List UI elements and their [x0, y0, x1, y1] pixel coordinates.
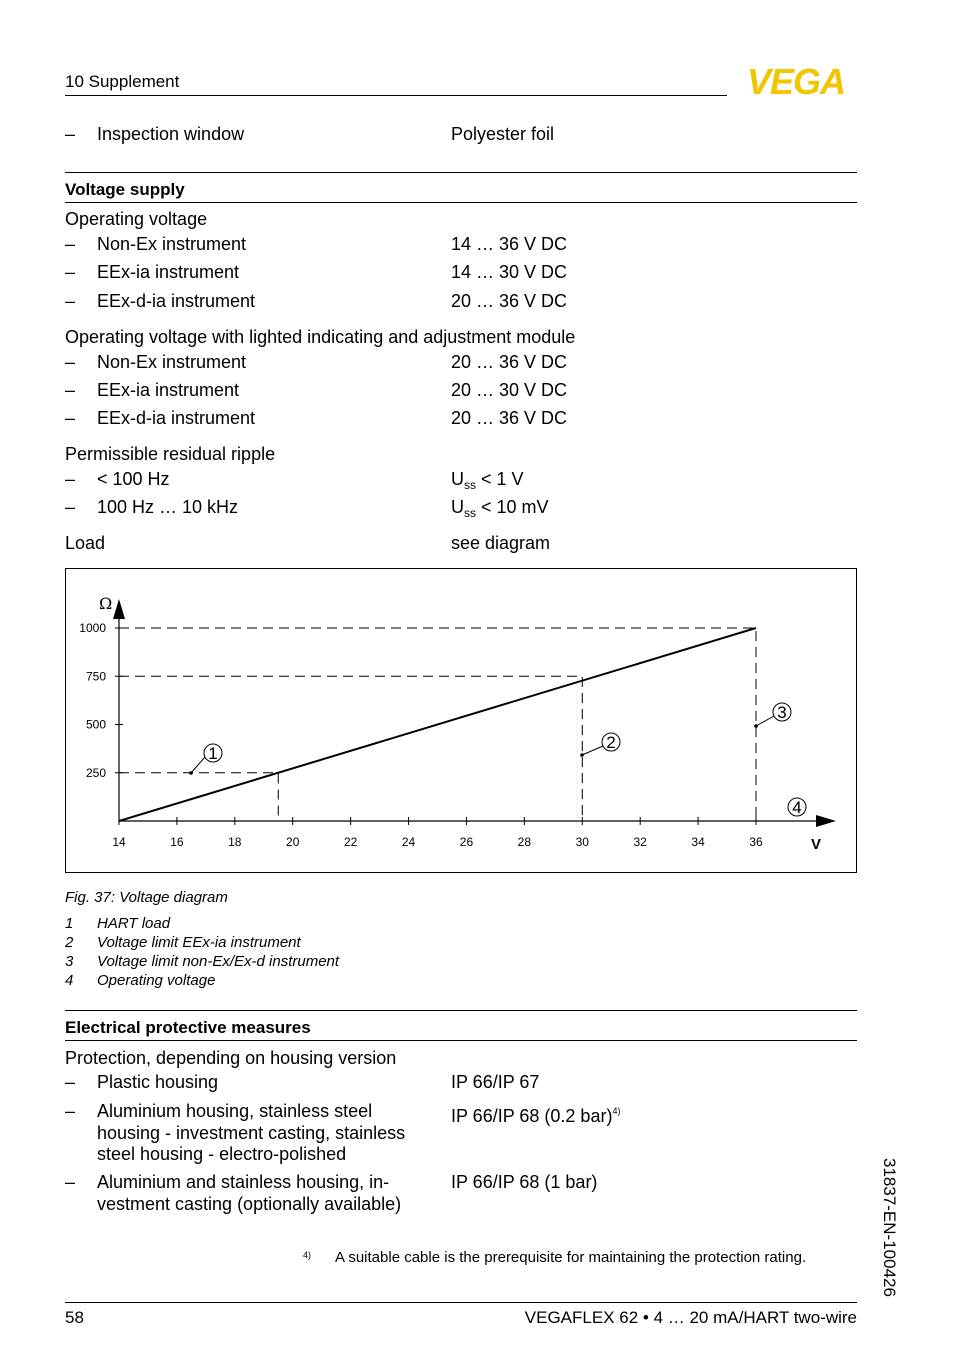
- callout-dot-1: [189, 771, 193, 775]
- dash: –: [65, 469, 76, 489]
- y-tick-label: 250: [85, 765, 106, 780]
- row-label: Plastic housing: [97, 1072, 219, 1092]
- row-value: IP 66/IP 68 (0.2 bar)$^{4)}$: [451, 1106, 621, 1126]
- x-tick-label: 28: [517, 835, 532, 849]
- row-value: $U_{ss} < 10$ mV: [451, 497, 549, 520]
- callout-leader-2: [582, 746, 603, 755]
- row-label: Aluminium and stainless housing, in-: [97, 1172, 390, 1192]
- legend-text: Voltage limit EEx-ia instrument: [97, 934, 301, 951]
- voltage-supply-heading: Voltage supply: [65, 180, 185, 199]
- callout-dot-3: [754, 724, 758, 728]
- legend-num: 1: [65, 915, 74, 932]
- rule: [65, 172, 857, 173]
- figure-caption: Fig. 37: Voltage diagram: [65, 889, 228, 906]
- rule: [65, 1010, 857, 1011]
- footnote-mark: 4): [303, 1250, 312, 1260]
- row-label: EEx-d-ia instrument: [97, 408, 256, 428]
- y-axis-label: Ω: [99, 594, 113, 613]
- callout-number-2: 2: [606, 733, 616, 752]
- row-value: IP 66/IP 67: [451, 1072, 540, 1092]
- x-axis-arrow: [816, 815, 836, 827]
- dash: –: [65, 1072, 76, 1092]
- x-tick-label: 24: [401, 835, 416, 849]
- header-rule: [65, 95, 727, 96]
- y-tick-label: 1000: [79, 621, 106, 635]
- legend-num: 2: [65, 934, 74, 951]
- row-label: housing - investment casting, stainless: [97, 1123, 406, 1143]
- row-value: 14 … 36 V DC: [451, 234, 568, 254]
- dash: –: [65, 291, 76, 311]
- x-tick-label: 18: [228, 835, 242, 849]
- x-tick-label: 22: [343, 835, 358, 849]
- row-label: < 100 Hz: [97, 469, 170, 489]
- inspection-value: Polyester foil: [451, 124, 555, 144]
- row-label: EEx-ia instrument: [97, 262, 240, 282]
- callout-leader-3: [756, 716, 774, 726]
- lighted-voltage-title: Operating voltage with lighted indicating and adjustment module: [65, 327, 576, 347]
- dash: –: [65, 497, 76, 517]
- dash: –: [65, 380, 76, 400]
- load-value: see diagram: [451, 533, 551, 553]
- ripple-title: Permissible residual ripple: [65, 444, 276, 464]
- callout-number-4: 4: [792, 798, 802, 817]
- side-code-box: [876, 1158, 900, 1308]
- row-label: EEx-d-ia instrument: [97, 291, 256, 311]
- legend-text: HART load: [97, 915, 171, 932]
- x-tick-label: 20: [286, 835, 300, 849]
- row-value: 20 … 30 V DC: [451, 380, 568, 400]
- load-label: Load: [65, 533, 106, 553]
- x-tick-label: 14: [112, 835, 126, 849]
- row-value: IP 66/IP 68 (1 bar): [451, 1172, 598, 1192]
- dash: –: [65, 234, 76, 254]
- row-label: EEx-ia instrument: [97, 380, 240, 400]
- row-value: $U_{ss} < 1$ V: [451, 469, 524, 492]
- callout-number-1: 1: [208, 744, 218, 763]
- x-tick-label: 30: [575, 835, 589, 849]
- x-tick-label: 34: [691, 835, 705, 849]
- row-label: Non-Ex instrument: [97, 352, 247, 372]
- footnote-text: A suitable cable is the prerequisite for maintaining the protection rating.: [335, 1249, 807, 1266]
- section-header: 10 Supplement: [65, 72, 180, 91]
- chart-svg: [66, 569, 856, 872]
- footnote-ref: 4): [612, 1106, 621, 1116]
- row-value: 20 … 36 V DC: [451, 408, 568, 428]
- dash: –: [65, 262, 76, 282]
- legend-num: 3: [65, 953, 74, 970]
- row-value: 20 … 36 V DC: [451, 291, 568, 311]
- footer-rule: [65, 1302, 857, 1303]
- dash: –: [65, 352, 76, 372]
- legend-text: Voltage limit non-Ex/Ex-d instrument: [97, 953, 340, 970]
- x-axis-label: V: [811, 836, 822, 853]
- x-tick-label: 26: [459, 835, 474, 849]
- rule: [65, 1040, 857, 1041]
- protection-title: Protection, depending on housing version: [65, 1048, 397, 1068]
- row-value: 20 … 36 V DC: [451, 352, 568, 372]
- x-tick-label: 36: [749, 835, 763, 849]
- footer-title: VEGAFLEX 62 • 4 … 20 mA/HART two-wire: [524, 1308, 857, 1327]
- inspection-label: Inspection window: [97, 124, 245, 144]
- dash: –: [65, 1172, 76, 1192]
- vega-logo: [734, 64, 858, 98]
- dash: –: [65, 408, 76, 428]
- x-tick-label: 32: [633, 835, 647, 849]
- operating-voltage-title: Operating voltage: [65, 209, 208, 229]
- row-label: steel housing - electro-polished: [97, 1144, 347, 1164]
- document-code: 31837-EN-100426: [880, 1158, 899, 1297]
- dash: –: [65, 1101, 76, 1121]
- callout-dot-2: [580, 753, 584, 757]
- x-tick-label: 16: [170, 835, 184, 849]
- row-label: Aluminium housing, stainless steel: [97, 1101, 373, 1121]
- callout-number-3: 3: [777, 703, 787, 722]
- callout-leader-1: [191, 757, 205, 773]
- row-label: vestment casting (optionally available): [97, 1194, 402, 1214]
- voltage-diagram: [65, 568, 857, 873]
- row-value: 14 … 30 V DC: [451, 262, 568, 282]
- y-axis-arrow: [113, 599, 125, 619]
- rule: [65, 202, 857, 203]
- y-tick-label: 500: [85, 717, 106, 732]
- svg-text:VEGA: VEGA: [746, 64, 846, 98]
- dash: –: [65, 124, 76, 144]
- page-number: 58: [65, 1308, 84, 1327]
- row-label: Non-Ex instrument: [97, 234, 247, 254]
- protective-heading: Electrical protective measures: [65, 1018, 311, 1037]
- row-label: 100 Hz … 10 kHz: [97, 497, 239, 517]
- legend-num: 4: [65, 972, 74, 989]
- y-tick-label: 750: [85, 669, 106, 684]
- legend-text: Operating voltage: [97, 972, 216, 989]
- load-line: [119, 628, 756, 821]
